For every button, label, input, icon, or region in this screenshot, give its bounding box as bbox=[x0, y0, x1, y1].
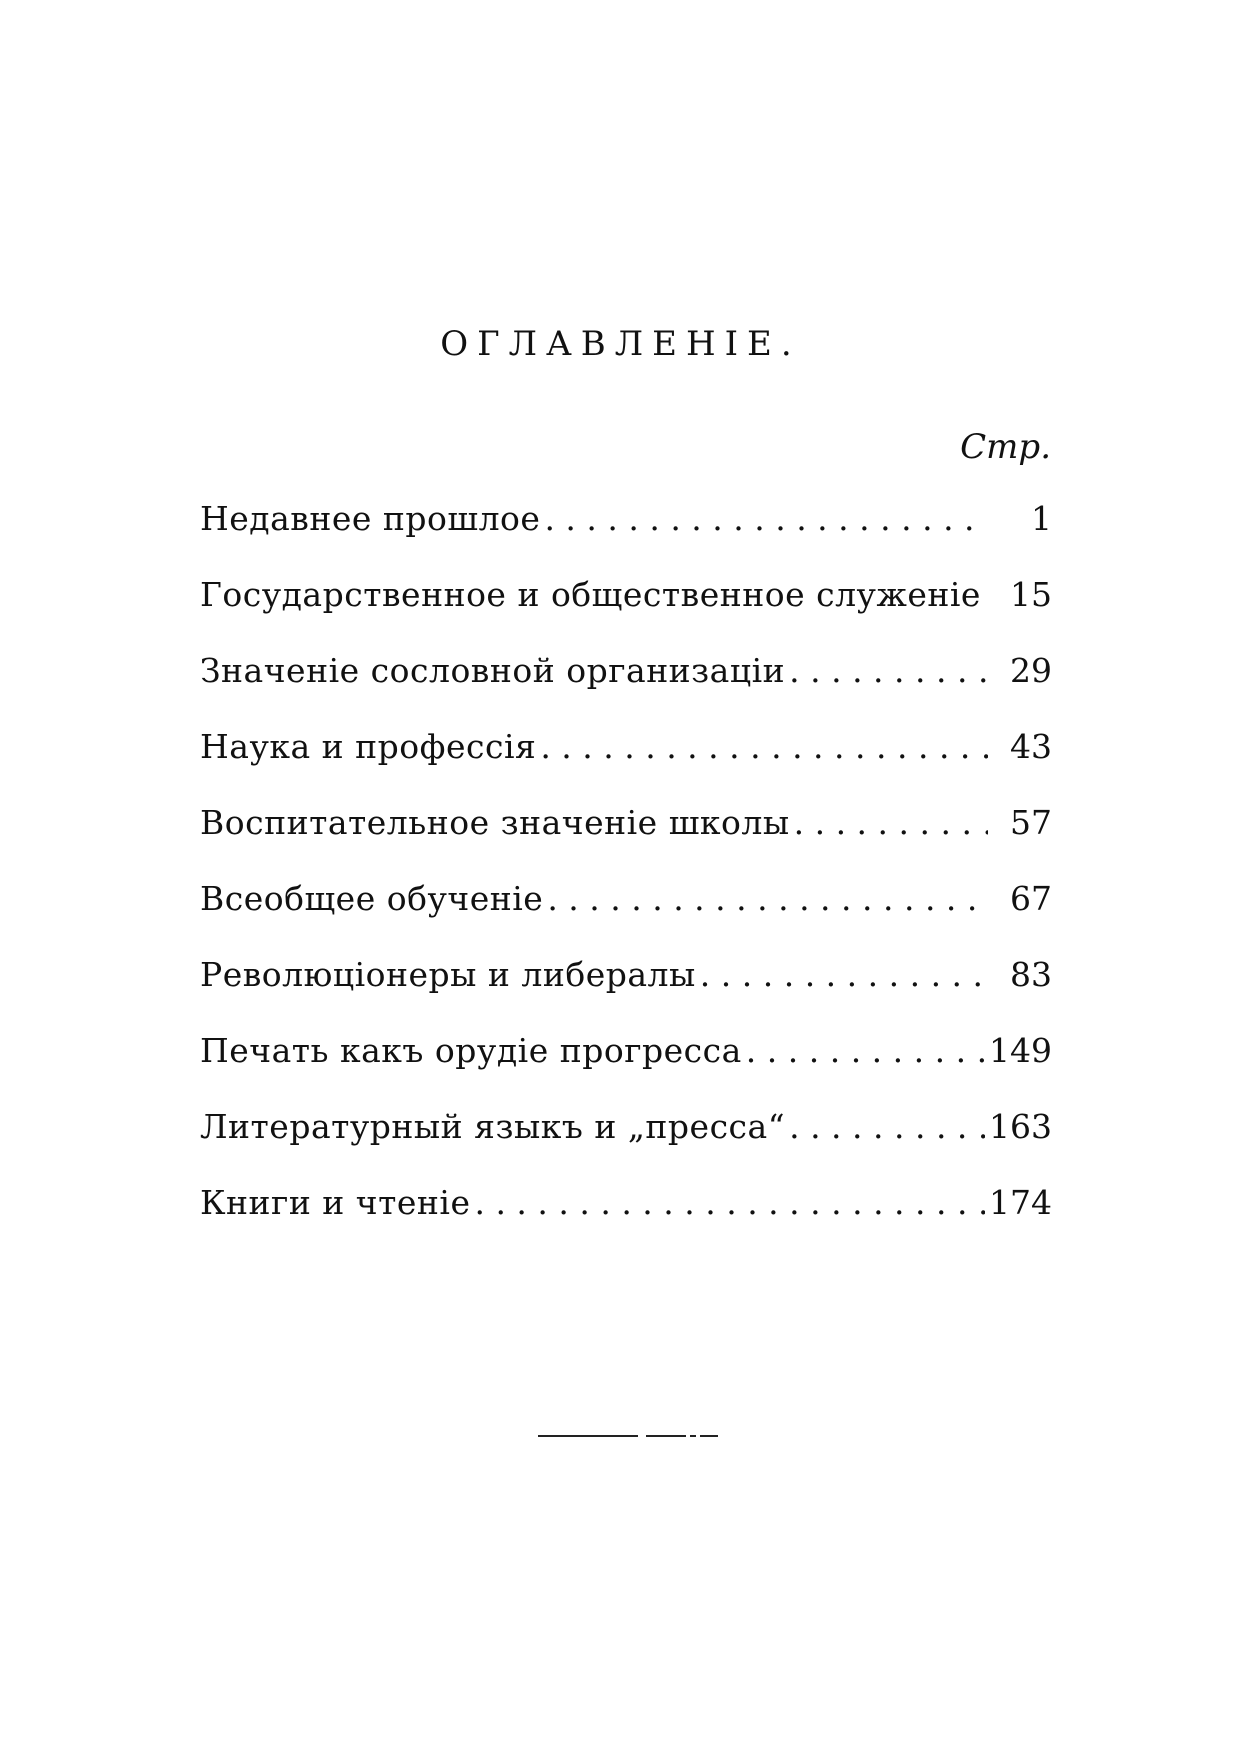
dot-leader bbox=[547, 877, 988, 921]
toc-entry[interactable] bbox=[200, 877, 1052, 953]
dot-leader bbox=[474, 1181, 985, 1225]
toc-entry[interactable] bbox=[200, 953, 1052, 1029]
toc-entry-title: Недавнее прошлое bbox=[200, 499, 541, 538]
toc-heading: ОГЛАВЛЕНIЕ. bbox=[440, 324, 801, 364]
end-ornament-rule bbox=[538, 1434, 718, 1438]
dot-leader bbox=[789, 649, 988, 693]
rule-segment-short bbox=[700, 1435, 718, 1437]
dot-leader bbox=[540, 725, 988, 769]
toc-entry-page: 57 bbox=[1010, 803, 1052, 842]
toc-entry-page: 43 bbox=[1010, 727, 1052, 766]
toc-entry[interactable] bbox=[200, 497, 1052, 573]
dot-leader bbox=[794, 801, 988, 845]
toc-entry-page: 1 bbox=[1031, 499, 1052, 538]
dot-leader bbox=[985, 573, 988, 617]
toc-entry-page: 174 bbox=[989, 1183, 1052, 1222]
toc-entry-page: 29 bbox=[1010, 651, 1052, 690]
toc-entry-title: Литературный языкъ и „пресса“ bbox=[200, 1107, 786, 1146]
toc-entry[interactable] bbox=[200, 1029, 1052, 1105]
toc-entry-page: 67 bbox=[1010, 879, 1052, 918]
toc-entry[interactable] bbox=[200, 649, 1052, 725]
toc-entry-title: Печать какъ орудiе прогресса bbox=[200, 1031, 742, 1070]
page-column-label: Стр. bbox=[960, 427, 1051, 467]
toc-entry-page: 163 bbox=[989, 1107, 1052, 1146]
toc-entry-title: Воспитательное значенiе школы bbox=[200, 803, 790, 842]
toc-entry[interactable] bbox=[200, 1181, 1052, 1257]
dot-leader bbox=[700, 953, 988, 997]
toc-entry-title: Всеобщее обученiе bbox=[200, 879, 544, 918]
toc-entry-page: 15 bbox=[1010, 575, 1052, 614]
toc-entry-page: 149 bbox=[989, 1031, 1052, 1070]
toc-entry[interactable] bbox=[200, 725, 1052, 801]
dot-leader bbox=[746, 1029, 985, 1073]
rule-segment-long bbox=[538, 1435, 638, 1437]
table-of-contents bbox=[200, 497, 1052, 1257]
rule-segment-mid bbox=[646, 1435, 686, 1437]
rule-segment-dot bbox=[690, 1435, 696, 1437]
toc-entry-title: Значенiе сословной организацiи bbox=[200, 651, 786, 690]
toc-entry-title: Наука и профессiя bbox=[200, 727, 537, 766]
toc-entry-page: 83 bbox=[1010, 955, 1052, 994]
dot-leader bbox=[544, 497, 988, 541]
dot-leader bbox=[789, 1105, 985, 1149]
toc-entry-title: Государственное и общественное служенiе bbox=[200, 575, 981, 614]
toc-entry[interactable] bbox=[200, 801, 1052, 877]
toc-entry-title: Революцiонеры и либералы bbox=[200, 955, 696, 994]
toc-entry[interactable] bbox=[200, 1105, 1052, 1181]
toc-entry-title: Книги и чтенiе bbox=[200, 1183, 471, 1222]
toc-entry[interactable] bbox=[200, 573, 1052, 649]
